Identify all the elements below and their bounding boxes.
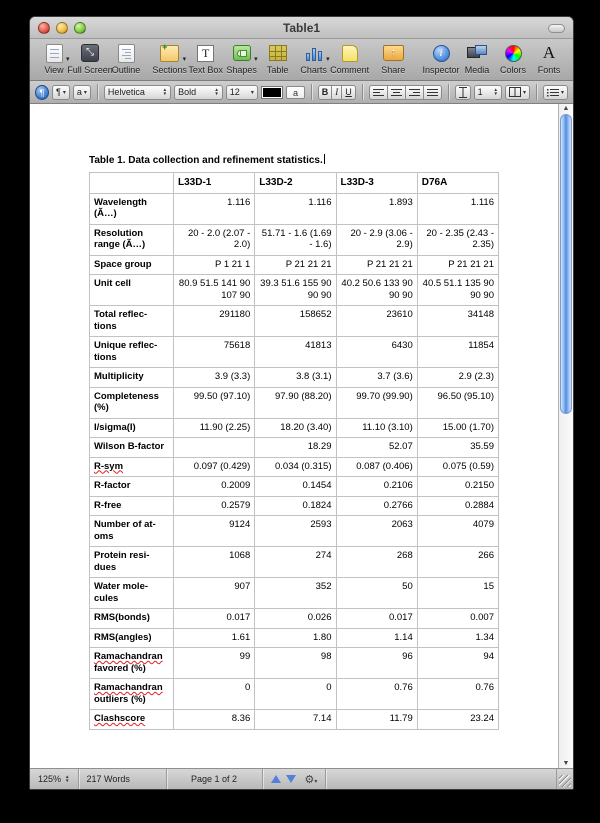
gear-icon[interactable]: ⚙▾	[304, 773, 318, 786]
list-style-dropdown[interactable]	[543, 85, 568, 100]
table-row	[90, 275, 499, 306]
charts-button[interactable]: ▾ Charts	[300, 41, 328, 75]
align-right-button[interactable]	[405, 85, 424, 100]
row-label[interactable]: Wavelength (Ã…)	[90, 193, 174, 224]
table-row	[90, 609, 499, 629]
text-box-button[interactable]: T Text Box	[188, 45, 223, 75]
vertical-scrollbar[interactable]	[558, 104, 573, 768]
row-label[interactable]: Clashscore	[90, 710, 174, 730]
table-cell[interactable]: 0	[255, 679, 336, 710]
table-row	[90, 628, 499, 648]
shapes-icon	[233, 45, 251, 61]
zoom-control[interactable]	[30, 769, 79, 789]
line-spacing-icon	[459, 87, 467, 98]
table-cell[interactable]: 11.79	[336, 710, 417, 730]
table-row	[90, 648, 499, 679]
row-label[interactable]: Completeness (%)	[90, 387, 174, 418]
table-cell[interactable]: 0.76	[417, 679, 498, 710]
table-cell[interactable]: 20 - 2.35 (2.43 - 2.35)	[417, 224, 498, 255]
table-cell[interactable]: 0.1824	[255, 496, 336, 516]
table-cell[interactable]: 0.2766	[336, 496, 417, 516]
columns-dropdown[interactable]	[505, 85, 530, 100]
align-left-button[interactable]	[369, 85, 388, 100]
table-cell[interactable]: P 1 21 1	[174, 255, 255, 275]
row-label[interactable]: Resolution range (Ã…)	[90, 224, 174, 255]
table-cell[interactable]: 0.034 (0.315)	[255, 457, 336, 477]
table-cell[interactable]: 1.61	[174, 628, 255, 648]
table-row	[90, 418, 499, 438]
table-cell[interactable]: 0.2106	[336, 477, 417, 497]
table-cell[interactable]: 51.71 - 1.6 (1.69 - 1.6)	[255, 224, 336, 255]
table-row	[90, 457, 499, 477]
full-screen-button[interactable]: ⤡ Full Screen	[76, 41, 104, 75]
data-table	[89, 172, 499, 730]
sections-button[interactable]: + ▾ Sections	[156, 41, 184, 75]
window-title: Table1	[282, 21, 321, 35]
table-cell[interactable]: 0.026	[255, 609, 336, 629]
comment-icon	[342, 45, 358, 62]
table-cell[interactable]: 352	[255, 578, 336, 609]
table-row	[90, 306, 499, 337]
table-cell[interactable]: 11854	[417, 337, 498, 368]
table-cell[interactable]: 41813	[255, 337, 336, 368]
italic-button[interactable]: I	[331, 85, 342, 100]
table-row	[90, 255, 499, 275]
column-header[interactable]: D76A	[417, 173, 498, 194]
line-spacing-control[interactable]	[455, 85, 471, 100]
row-label[interactable]: R-sym	[90, 457, 174, 477]
table-cell[interactable]: 8.36	[174, 710, 255, 730]
table-cell[interactable]: 99.50 (97.10)	[174, 387, 255, 418]
row-label[interactable]: Protein resi-dues	[90, 547, 174, 578]
table-cell[interactable]: 0.2150	[417, 477, 498, 497]
row-label[interactable]: Space group	[90, 255, 174, 275]
previous-page-icon[interactable]	[271, 775, 281, 783]
table-cell[interactable]: 9124	[174, 516, 255, 547]
table-cell[interactable]: 11.10 (3.10)	[336, 418, 417, 438]
row-label[interactable]: RMS(bonds)	[90, 609, 174, 629]
table-cell[interactable]: 0	[174, 679, 255, 710]
table-button[interactable]: Table	[264, 41, 292, 75]
page-navigation	[263, 769, 327, 789]
column-header[interactable]: L33D-3	[336, 173, 417, 194]
corner-cell[interactable]	[90, 173, 174, 194]
table-cell[interactable]: 0.007	[417, 609, 498, 629]
table-icon	[269, 45, 287, 61]
paragraph-style-dropdown[interactable]: ¶ ▾	[52, 85, 70, 100]
colors-icon	[505, 45, 522, 62]
table-cell[interactable]: 20 - 2.9 (3.06 - 2.9)	[336, 224, 417, 255]
text-cursor	[324, 154, 325, 164]
table-cell[interactable]: 34148	[417, 306, 498, 337]
scrollbar-thumb[interactable]	[560, 114, 572, 414]
table-cell[interactable]: 0.087 (0.406)	[336, 457, 417, 477]
table-cell[interactable]: 97.90 (88.20)	[255, 387, 336, 418]
table-cell[interactable]: 1.116	[255, 193, 336, 224]
stepper-icon: ▲ ▼	[65, 774, 70, 783]
chevron-down-icon: ▾	[65, 56, 70, 63]
table-cell[interactable]: P 21 21 21	[336, 255, 417, 275]
full-screen-icon: ⤡	[81, 44, 99, 62]
table-row	[90, 477, 499, 497]
table-cell[interactable]: 11.90 (2.25)	[174, 418, 255, 438]
row-label[interactable]: Ramachandran outliers (%)	[90, 679, 174, 710]
scroll-down-arrow-icon[interactable]: ▼	[562, 760, 570, 767]
character-style-dropdown[interactable]: a ▾	[73, 85, 91, 100]
table-row	[90, 337, 499, 368]
column-header[interactable]: L33D-1	[174, 173, 255, 194]
paragraph-style-icon[interactable]: ¶	[35, 85, 49, 100]
align-center-button[interactable]	[387, 85, 406, 100]
table-header-row	[90, 173, 499, 194]
row-label[interactable]: Number of at-oms	[90, 516, 174, 547]
table-cell[interactable]: 96.50 (95.10)	[417, 387, 498, 418]
row-label[interactable]: Ramachandran favored (%)	[90, 648, 174, 679]
stepper-icon: ▲ ▼	[493, 87, 498, 96]
row-label[interactable]: Water mole-cules	[90, 578, 174, 609]
list-icon	[547, 88, 559, 97]
status-bar	[30, 768, 573, 789]
table-cell[interactable]: 20 - 2.0 (2.07 - 2.0)	[174, 224, 255, 255]
row-label[interactable]: Multiplicity	[90, 368, 174, 388]
chevron-down-icon: ▾	[250, 89, 254, 96]
media-icon	[467, 45, 487, 61]
table-row	[90, 496, 499, 516]
table-cell[interactable]: 50	[336, 578, 417, 609]
table-cell[interactable]: 1.34	[417, 628, 498, 648]
table-cell[interactable]: 6430	[336, 337, 417, 368]
table-cell[interactable]: 158652	[255, 306, 336, 337]
table-cell[interactable]: 80.9 51.5 141 90 107 90	[174, 275, 255, 306]
table-cell[interactable]: 7.14	[255, 710, 336, 730]
table-cell[interactable]: P 21 21 21	[417, 255, 498, 275]
table-cell[interactable]: 15.00 (1.70)	[417, 418, 498, 438]
bold-button[interactable]: B	[318, 85, 333, 100]
font-size-select[interactable]: 12 ▾	[226, 85, 258, 100]
table-cell[interactable]: 18.29	[255, 438, 336, 458]
text-box-icon: T	[197, 45, 214, 62]
word-count: 217 Words	[79, 769, 167, 789]
row-label[interactable]: R-free	[90, 496, 174, 516]
table-row	[90, 368, 499, 388]
table-cell[interactable]: 1.893	[336, 193, 417, 224]
table-row	[90, 193, 499, 224]
table-cell[interactable]: 1.116	[174, 193, 255, 224]
table-cell[interactable]: 3.9 (3.3)	[174, 368, 255, 388]
table-cell[interactable]: 40.2 50.6 133 90 90 90	[336, 275, 417, 306]
table-cell[interactable]: 35.59	[417, 438, 498, 458]
table-cell[interactable]: 2.9 (2.3)	[417, 368, 498, 388]
fonts-icon: A	[542, 43, 556, 62]
inspector-icon: i	[433, 45, 450, 62]
table-cell[interactable]: 98	[255, 648, 336, 679]
table-cell[interactable]: 1.116	[417, 193, 498, 224]
share-icon	[383, 45, 404, 61]
inspector-button[interactable]: i Inspector	[422, 46, 460, 75]
table-row	[90, 516, 499, 547]
shapes-button[interactable]: ▾ Shapes	[228, 41, 256, 75]
comment-button[interactable]: Comment	[336, 41, 364, 75]
resize-grip[interactable]	[556, 769, 573, 789]
row-label[interactable]: Total reflec-tions	[90, 306, 174, 337]
table-cell[interactable]: 3.8 (3.1)	[255, 368, 336, 388]
table-cell[interactable]: 40.5 51.1 135 90 90 90	[417, 275, 498, 306]
table-cell[interactable]: 0.2884	[417, 496, 498, 516]
columns-icon	[509, 87, 521, 97]
table-cell[interactable]: 274	[255, 547, 336, 578]
align-justify-icon	[427, 88, 438, 97]
table-cell[interactable]: 1.80	[255, 628, 336, 648]
chevron-down-icon: ▾	[560, 89, 564, 96]
table-cell[interactable]: 0.097 (0.429)	[174, 457, 255, 477]
share-button[interactable]: ↑ Share	[379, 41, 407, 75]
column-header[interactable]: L33D-2	[255, 173, 336, 194]
table-cell[interactable]: 291180	[174, 306, 255, 337]
table-row	[90, 387, 499, 418]
line-spacing-value[interactable]: 1 ▲ ▼	[474, 85, 502, 100]
page-indicator: Page 1 of 2	[167, 769, 263, 789]
row-label[interactable]: Unique reflec-tions	[90, 337, 174, 368]
sections-icon	[160, 45, 179, 62]
table-cell[interactable]: 266	[417, 547, 498, 578]
next-page-icon[interactable]	[286, 775, 296, 783]
align-center-icon	[391, 88, 402, 97]
title-bar[interactable]	[30, 17, 573, 39]
chevron-down-icon: ▾	[62, 89, 66, 96]
table-cell[interactable]: 18.20 (3.40)	[255, 418, 336, 438]
table-row	[90, 679, 499, 710]
table-cell[interactable]: 1068	[174, 547, 255, 578]
table-row	[90, 710, 499, 730]
table-cell[interactable]: 23.24	[417, 710, 498, 730]
format-bar	[30, 81, 573, 104]
table-cell[interactable]: 0.075 (0.59)	[417, 457, 498, 477]
document-area	[30, 104, 573, 768]
table-cell[interactable]: 3.7 (3.6)	[336, 368, 417, 388]
table-cell[interactable]: 99.70 (99.90)	[336, 387, 417, 418]
chevron-down-icon: ▾	[254, 56, 258, 63]
table-cell[interactable]: 1.14	[336, 628, 417, 648]
table-cell[interactable]: 0.2009	[174, 477, 255, 497]
chevron-down-icon: ▾	[326, 56, 330, 63]
align-right-icon	[409, 88, 420, 97]
table-row	[90, 224, 499, 255]
table-cell[interactable]: 15	[417, 578, 498, 609]
fonts-button[interactable]: A Fonts	[537, 43, 561, 75]
table-cell[interactable]: 0.017	[174, 609, 255, 629]
table-cell[interactable]: 52.07	[336, 438, 417, 458]
table-row	[90, 547, 499, 578]
stepper-icon: ▲ ▼	[214, 87, 219, 96]
toolbar-toggle-button[interactable]	[548, 24, 565, 33]
table-cell[interactable]: 907	[174, 578, 255, 609]
table-cell[interactable]: 39.3 51.6 155 90 90 90	[255, 275, 336, 306]
table-cell[interactable]: 96	[336, 648, 417, 679]
row-label[interactable]: Unit cell	[90, 275, 174, 306]
document-page[interactable]	[30, 104, 558, 768]
table-cell[interactable]	[174, 438, 255, 458]
align-left-icon	[373, 88, 384, 97]
table-cell[interactable]: 0.1454	[255, 477, 336, 497]
text-color-well[interactable]	[261, 86, 283, 99]
font-family-select[interactable]: Helvetica ▲ ▼	[104, 85, 171, 100]
row-label[interactable]: I/sigma(I)	[90, 418, 174, 438]
scroll-up-arrow-icon[interactable]: ▲	[562, 105, 570, 112]
table-cell[interactable]: 94	[417, 648, 498, 679]
charts-icon	[305, 45, 323, 61]
stepper-icon: ▲ ▼	[162, 87, 168, 96]
underline-button[interactable]: U	[341, 85, 356, 100]
table-cell[interactable]: 2063	[336, 516, 417, 547]
row-label[interactable]: RMS(angles)	[90, 628, 174, 648]
zoom-level: 125%	[38, 774, 62, 784]
table-cell[interactable]: 4079	[417, 516, 498, 547]
table-caption[interactable]: Table 1. Data collection and refinement statistics.	[89, 155, 323, 166]
background-color-well[interactable]: a	[286, 86, 305, 99]
table-row	[90, 578, 499, 609]
view-button[interactable]: ▾ View	[40, 41, 68, 75]
align-justify-button[interactable]	[423, 85, 442, 100]
table-cell[interactable]: 2593	[255, 516, 336, 547]
row-label[interactable]: Wilson B-factor	[90, 438, 174, 458]
table-cell[interactable]: 0.76	[336, 679, 417, 710]
view-icon	[46, 44, 63, 63]
outline-button[interactable]: Outline	[112, 41, 140, 75]
font-style-select[interactable]: Bold ▲ ▼	[174, 85, 223, 100]
table-cell[interactable]: 23610	[336, 306, 417, 337]
chevron-down-icon: ▾	[182, 56, 187, 63]
row-label[interactable]: R-factor	[90, 477, 174, 497]
toolbar	[30, 39, 573, 81]
table-cell[interactable]: P 21 21 21	[255, 255, 336, 275]
chevron-down-icon: ▾	[523, 89, 527, 96]
table-row	[90, 438, 499, 458]
table-cell[interactable]: 99	[174, 648, 255, 679]
chevron-down-icon: ▾	[83, 89, 87, 96]
table-cell[interactable]: 268	[336, 547, 417, 578]
table-cell[interactable]: 0.2579	[174, 496, 255, 516]
colors-button[interactable]: Colors	[499, 41, 527, 75]
table-cell[interactable]: 0.017	[336, 609, 417, 629]
pages-window	[29, 16, 574, 790]
table-cell[interactable]: 75618	[174, 337, 255, 368]
media-button[interactable]: Media	[463, 41, 491, 75]
outline-icon	[118, 44, 135, 63]
